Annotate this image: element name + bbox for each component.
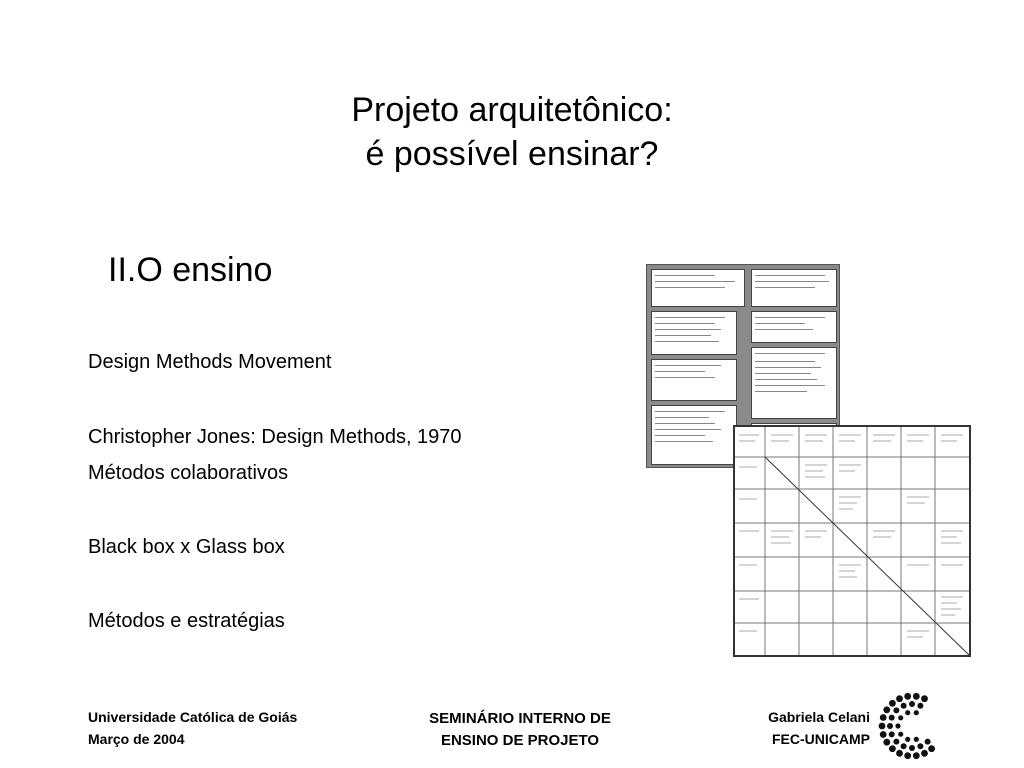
footer-author-name: Gabriela Celani: [768, 709, 870, 725]
footer-event: [380, 708, 660, 752]
title-line-1: Projeto arquitetônico:: [351, 91, 673, 129]
slide-title: [0, 88, 1024, 176]
bullet-item: Métodos colaborativos: [88, 462, 289, 484]
bullet-item: Christopher Jones: Design Methods, 1970: [88, 426, 462, 448]
footer-date: Março de 2004: [88, 731, 185, 747]
title-line-2: é possível ensinar?: [365, 135, 659, 173]
unicamp-logo-icon: [876, 690, 948, 762]
bullet-item: Métodos e estratégias: [88, 610, 285, 632]
footer-event-line-1: SEMINÁRIO INTERNO DE: [429, 710, 611, 727]
bullet-item: Black box x Glass box: [88, 536, 285, 558]
footer-institution: [88, 706, 297, 750]
footer-university: Universidade Católica de Goiás: [88, 709, 298, 725]
footer-author-affiliation: FEC-UNICAMP: [772, 731, 870, 747]
section-heading: II.O ensino: [108, 251, 273, 289]
matrix-grid-drawing: [735, 427, 969, 655]
bullet-item: Design Methods Movement: [88, 351, 332, 373]
footer-event-line-2: ENSINO DE PROJETO: [440, 732, 600, 749]
footer-author: [700, 706, 870, 750]
interaction-matrix-image: [733, 425, 971, 657]
